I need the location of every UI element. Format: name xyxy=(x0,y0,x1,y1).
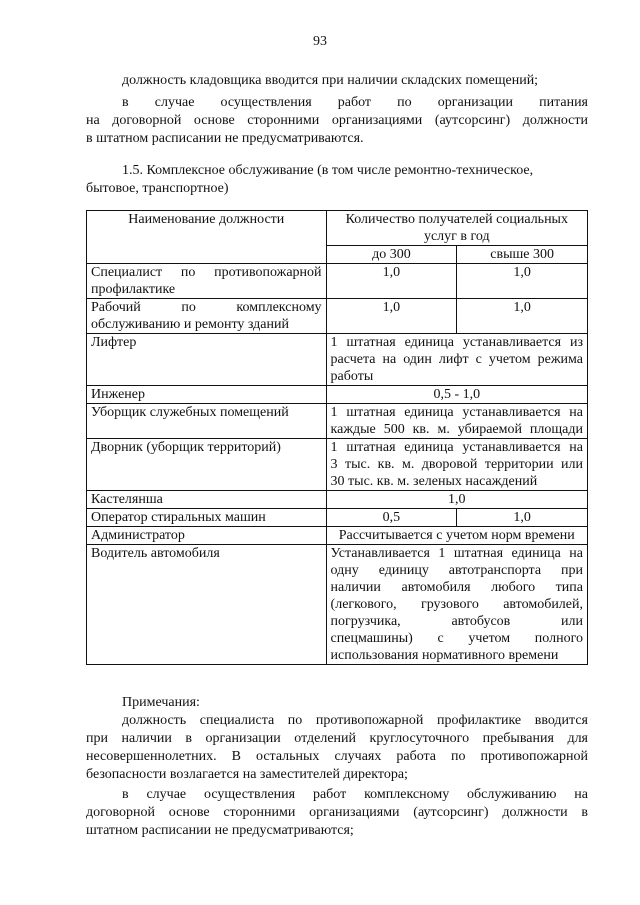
header-position: Наименование должности xyxy=(87,211,327,264)
position-name: Специалист по противопожарной профилактике xyxy=(87,264,327,299)
note-line: в случае осуществления работ комплексному обслуживанию на xyxy=(122,787,588,802)
note-line: договорной основе сторонними организациями (аутсорсинг) должности в xyxy=(86,805,588,820)
position-name: Инженер xyxy=(87,386,327,404)
norm-value: 0,5 - 1,0 xyxy=(326,386,587,404)
position-name: Администратор xyxy=(87,527,327,545)
table-row xyxy=(87,404,588,439)
position-name: Уборщик служебных помещений xyxy=(87,404,327,439)
position-name: Лифтер xyxy=(87,334,327,386)
norm-text: Устанавливается 1 штатная единица на одну единицу автотранспорта при наличии автомобиля любого типа (легкового, грузового автомобилей, погрузчика, автобусов или спецмашины) с учетом полного использования нормативного времени xyxy=(326,545,587,665)
table-row xyxy=(87,491,588,509)
norm-text: 1 штатная единица устанавливается на 3 тыс. кв. м. дворовой территории или 30 тыс. кв. м. зеленых насаждений xyxy=(326,439,587,491)
value-upto-300: 1,0 xyxy=(326,264,457,299)
section-heading-cont: бытовое, транспортное) xyxy=(86,181,229,196)
text-line: должность кладовщика вводится при наличии складских помещений; xyxy=(122,73,539,88)
header-over-300: свыше 300 xyxy=(457,246,588,264)
position-name: Рабочий по комплексному обслуживанию и ремонту зданий xyxy=(87,299,327,334)
table-row xyxy=(87,299,588,334)
text-line: в случае осуществления работ по организации питания xyxy=(122,95,588,110)
page-number: 93 xyxy=(313,34,327,49)
table-header-row xyxy=(87,211,588,246)
note-line: несовершеннолетних. В остальных случаях работа по противопожарной xyxy=(86,749,588,764)
norm-value: 1,0 xyxy=(326,491,587,509)
header-recipients: Количество получателей социальных услуг в год xyxy=(326,211,587,246)
table-row xyxy=(87,527,588,545)
section-heading: 1.5. Комплексное обслуживание (в том числе ремонтно-техническое, xyxy=(122,163,534,178)
value-over-300: 1,0 xyxy=(457,264,588,299)
norm-text: 1 штатная единица устанавливается из расчета на один лифт с учетом режима работы xyxy=(326,334,587,386)
table-row xyxy=(87,334,588,386)
position-name: Дворник (уборщик территорий) xyxy=(87,439,327,491)
table-row xyxy=(87,439,588,491)
header-upto-300: до 300 xyxy=(326,246,457,264)
note-line: штатном расписании не предусматриваются; xyxy=(86,823,354,838)
value-upto-300: 1,0 xyxy=(326,299,457,334)
table-row xyxy=(87,545,588,665)
norm-text: 1 штатная единица устанавливается на каждые 500 кв. м. убираемой площади xyxy=(326,404,587,439)
staff-table xyxy=(86,210,588,665)
table-row xyxy=(87,509,588,527)
value-over-300: 1,0 xyxy=(457,299,588,334)
note-line: должность специалиста по противопожарной профилактике вводится xyxy=(122,713,588,728)
text-line: в штатном расписании не предусматриваются. xyxy=(86,131,364,146)
position-name: Водитель автомобиля xyxy=(87,545,327,665)
note-line: при наличии в организации отделений круглосуточного пребывания для xyxy=(86,731,588,746)
note-line: безопасности возлагается на заместителей директора; xyxy=(86,767,408,782)
position-name: Кастелянша xyxy=(87,491,327,509)
value-upto-300: 0,5 xyxy=(326,509,457,527)
notes-title: Примечания: xyxy=(122,695,200,710)
table-row xyxy=(87,264,588,299)
table-row xyxy=(87,386,588,404)
value-over-300: 1,0 xyxy=(457,509,588,527)
norm-value: Рассчитывается с учетом норм времени xyxy=(326,527,587,545)
position-name: Оператор стиральных машин xyxy=(87,509,327,527)
text-line: на договорной основе сторонними организациями (аутсорсинг) должности xyxy=(86,113,588,128)
